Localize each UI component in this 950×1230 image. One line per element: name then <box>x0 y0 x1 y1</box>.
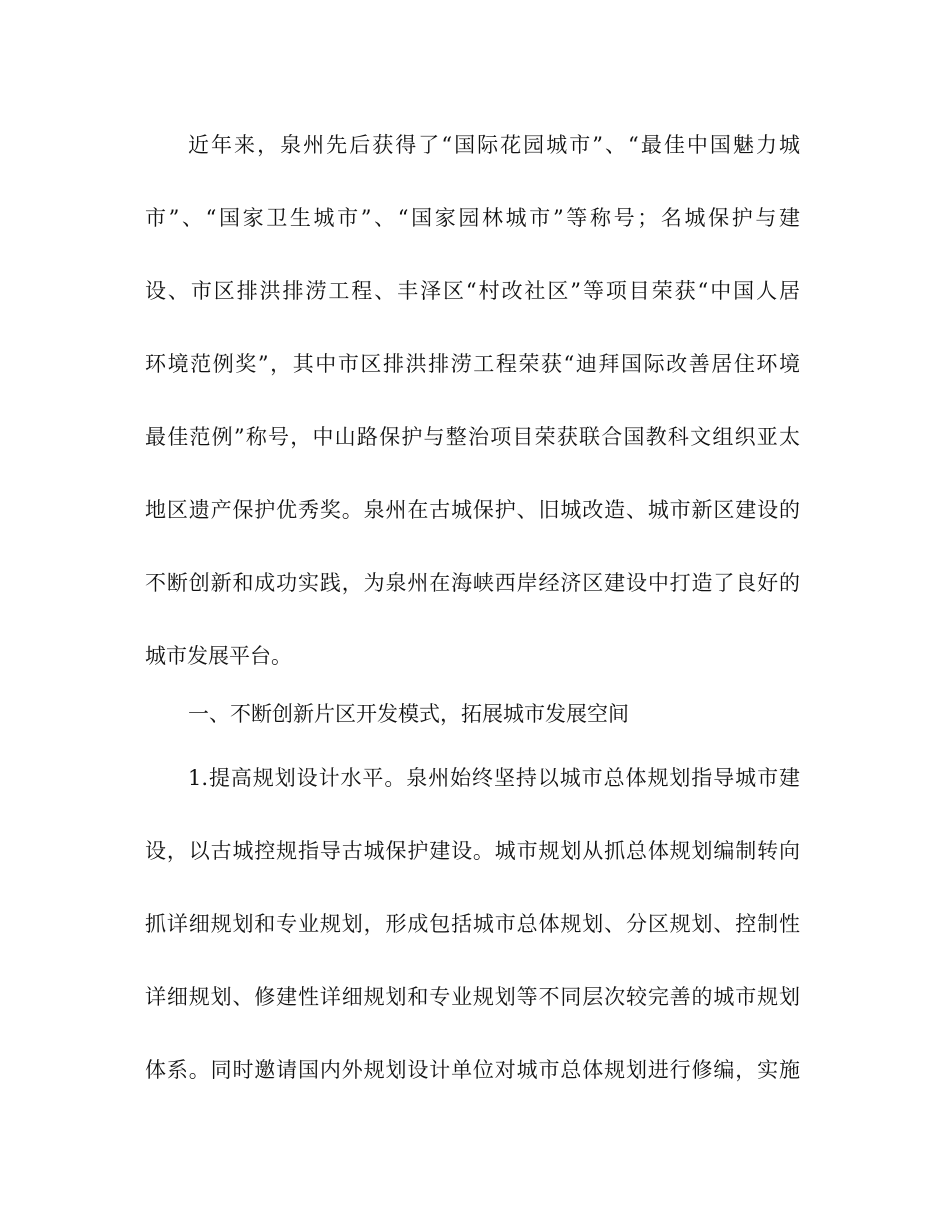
section-heading-1: 一、不断创新片区开发模式，拓展城市发展空间 <box>188 702 629 726</box>
paragraph-1-line-3: 设、市区排洪排涝工程、丰泽区“村改社区”等项目荣获“中国人居 <box>145 279 800 303</box>
paragraph-1-line-7: 不断创新和成功实践，为泉州在海峡西岸经济区建设中打造了良好的 <box>145 571 800 595</box>
paragraph-1-line-2: 市”、“国家卫生城市”、“国家园林城市”等称号；名城保护与建 <box>145 206 800 230</box>
paragraph-1-line-4: 环境范例奖”，其中市区排洪排涝工程荣获“迪拜国际改善居住环境 <box>145 352 800 376</box>
paragraph-2-line-4: 详细规划、修建性详细规划和专业规划等不同层次较完善的城市规划 <box>145 985 800 1009</box>
paragraph-2-line-5: 体系。同时邀请国内外规划设计单位对城市总体规划进行修编，实施 <box>145 1058 800 1082</box>
paragraph-2-line-1: 1.提高规划设计水平。泉州始终坚持以城市总体规划指导城市建 <box>188 766 800 790</box>
paragraph-1-line-1: 近年来，泉州先后获得了“国际花园城市”、“最佳中国魅力城 <box>188 133 800 157</box>
paragraph-2-line-3: 抓详细规划和专业规划，形成包括城市总体规划、分区规划、控制性 <box>145 912 800 936</box>
paragraph-2-line-2: 设，以古城控规指导古城保护建设。城市规划从抓总体规划编制转向 <box>145 839 800 863</box>
paragraph-1-line-5: 最佳范例”称号，中山路保护与整治项目荣获联合国教科文组织亚太 <box>145 425 800 449</box>
paragraph-1-line-6: 地区遗产保护优秀奖。泉州在古城保护、旧城改造、城市新区建设的 <box>145 498 800 522</box>
paragraph-1-line-8: 城市发展平台。 <box>145 644 292 668</box>
